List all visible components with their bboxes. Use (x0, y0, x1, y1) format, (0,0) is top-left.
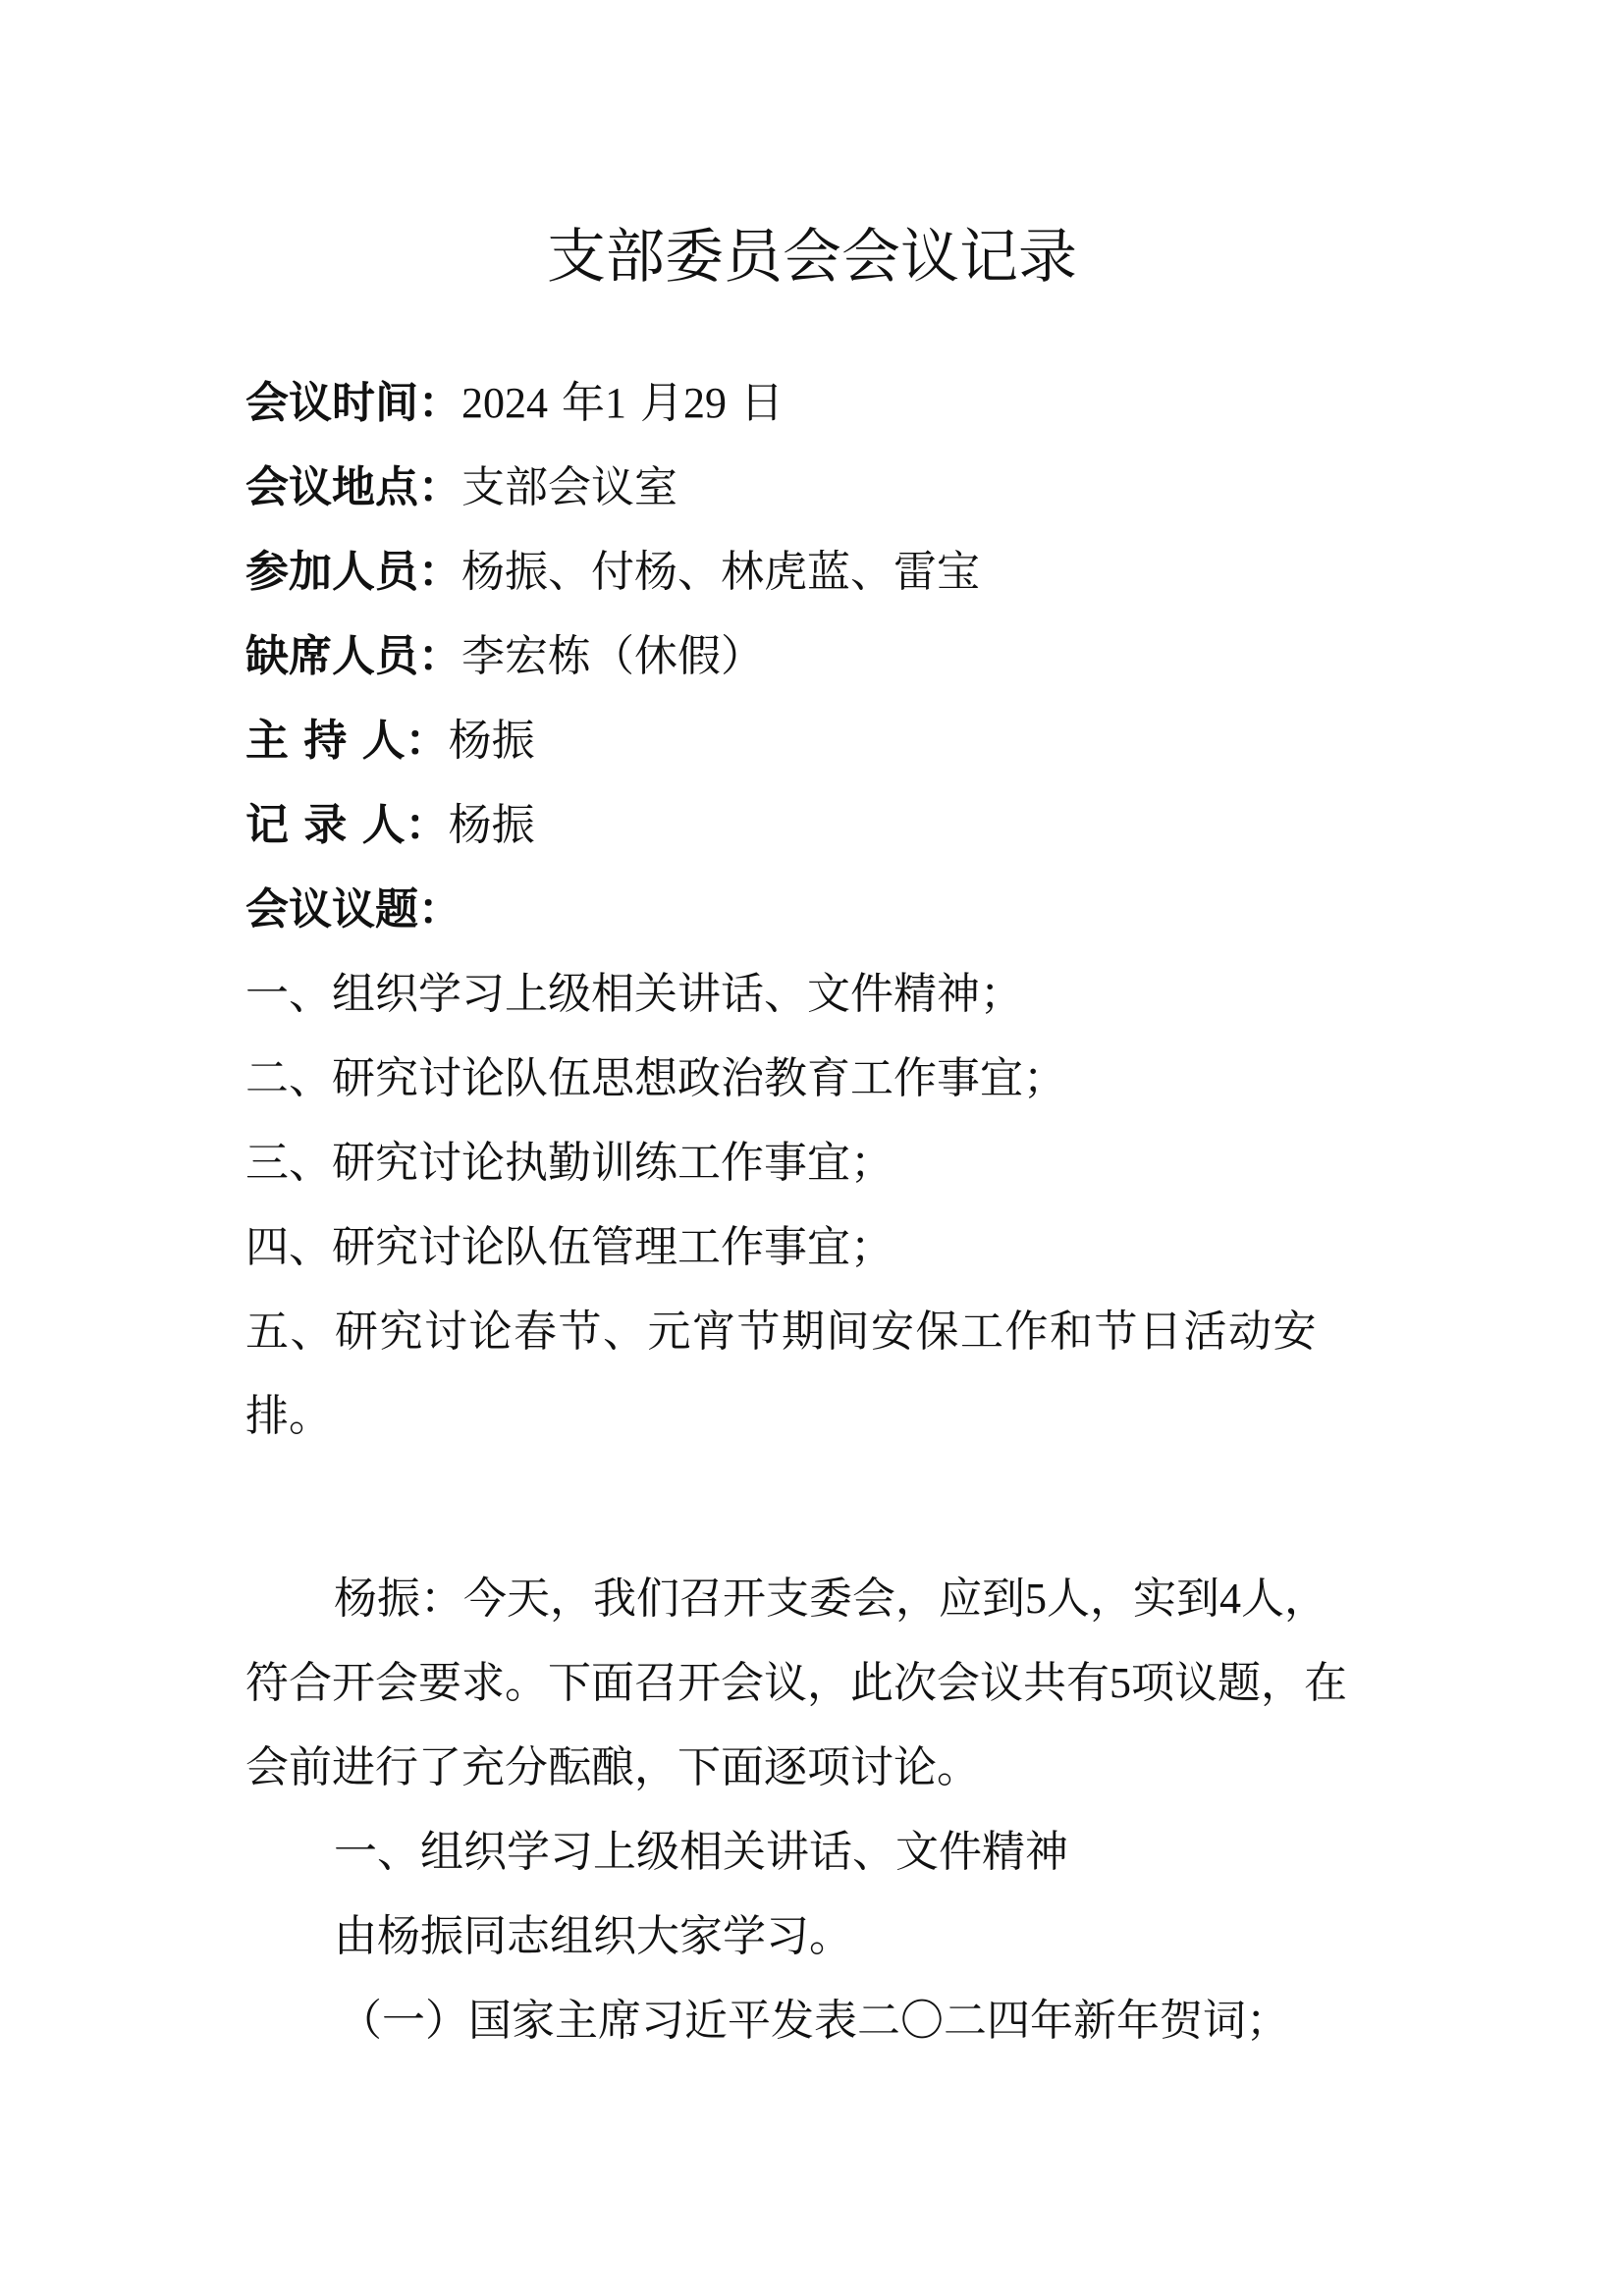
attendees-line (245, 543, 980, 602)
opening-text-3: 人， (1241, 1574, 1327, 1624)
opening-text-2: 人，实到 (1047, 1574, 1219, 1624)
agenda-heading-label: 会议议题： (245, 884, 461, 934)
section-1-item-1: （一）国家主席习近平发表二〇二四年新年贺词； (339, 1996, 1289, 2046)
host-label: 主 持 人： (245, 716, 449, 766)
agenda-item: 三、研究讨论执勤训练工作事宜； (245, 1138, 893, 1188)
meeting-time-line (245, 374, 784, 433)
recorder-label: 记 录 人： (245, 800, 449, 850)
meeting-day: 29 (683, 379, 727, 427)
meeting-location-label: 会议地点： (245, 462, 461, 512)
absentees-label: 缺席人员： (245, 631, 461, 681)
meeting-time-label: 会议时间： (245, 378, 461, 428)
recorder-value: 杨振 (448, 800, 535, 850)
document-title: 支部委员会会议记录 (547, 223, 1077, 292)
agenda-item: 二、研究讨论队伍思想政治教育工作事宜； (245, 1053, 1066, 1103)
recorder-line (245, 796, 535, 855)
agenda-item: 五、研究讨论春节、元宵节期间安保工作和节日活动安 (245, 1307, 1318, 1357)
section-1-intro: 由杨振同志组织大家学习。 (334, 1911, 852, 1961)
section-1-heading: 一、组织学习上级相关讲话、文件精神 (334, 1827, 1068, 1877)
agenda-item: 四、研究讨论队伍管理工作事宜； (245, 1222, 893, 1272)
host-line (245, 712, 535, 771)
agenda-item-continued: 排。 (245, 1391, 332, 1441)
expected-count: 5 (1025, 1575, 1047, 1623)
meeting-year: 2024 (461, 379, 548, 427)
agenda-count: 5 (1110, 1659, 1131, 1707)
host-value: 杨振 (448, 716, 535, 766)
actual-count: 4 (1219, 1575, 1241, 1623)
meeting-location-value: 支部会议室 (461, 462, 677, 512)
month-unit: 月 (640, 378, 683, 428)
meeting-location-line (245, 458, 677, 517)
agenda-heading-line (245, 881, 461, 939)
opening-remarks-line-3: 会前进行了充分酝酿，下面逐项讨论。 (245, 1742, 980, 1792)
year-unit: 年 (562, 378, 605, 428)
opening-remarks-line-1 (334, 1570, 1327, 1629)
opening-text-5: 项议题，在 (1131, 1658, 1347, 1708)
absentees-value: 李宏栋（休假） (461, 631, 764, 681)
opening-remarks-line-2 (245, 1654, 1347, 1713)
absentees-line (245, 627, 764, 686)
day-unit: 日 (740, 378, 784, 428)
attendees-label: 参加人员： (245, 547, 461, 597)
meeting-time-value (461, 378, 784, 428)
attendees-value: 杨振、付杨、林虎蓝、雷宝 (461, 547, 980, 597)
opening-text-1: 杨振：今天，我们召开支委会，应到 (334, 1574, 1025, 1624)
agenda-item: 一、组织学习上级相关讲话、文件精神； (245, 969, 1023, 1019)
opening-text-4: 符合开会要求。下面召开会议，此次会议共有 (245, 1658, 1110, 1708)
meeting-month: 1 (605, 379, 626, 427)
